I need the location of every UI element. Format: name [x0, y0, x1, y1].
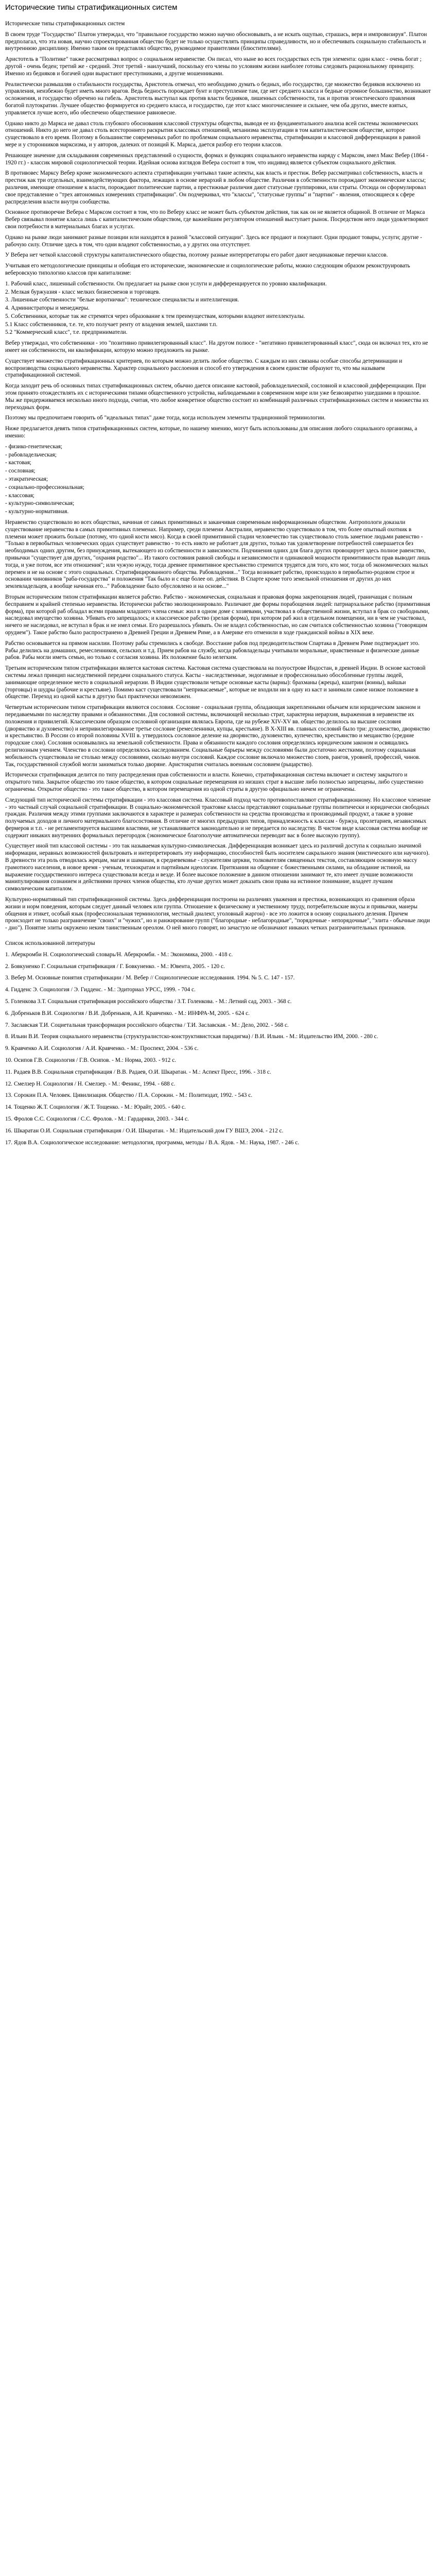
system-type-item: - этакратическая; [5, 476, 48, 483]
paragraph: У Вебера нет четкой классовой структуры капиталистического общества, поэтому разные интерпретаторы его работ дают неодинаковые перечни классов. [5, 252, 388, 259]
paragraph: Аристотель в "Политике" также рассматривал вопрос о социальном неравенстве. Он писал, что ныне во всех государствах есть три элемента: один класс - очень богат ; другой - очень беден; третий же - средний. Этот третий - наилучший, поскольку его члены по условиям жизни наиболее готовы следовать рациональному принципу. Именно из бедняков и богачей одни вырастают преступниками, а другие мошенниками. [5, 56, 422, 77]
system-type-item: - культурно-символическая; [5, 500, 75, 507]
class-list-item: 5.2 "Коммерческий класс", т.е. предприниматели. [5, 329, 128, 336]
reference-item: 7. Заславская Т.И. Социетальная трансформация российского общества / Т.И. Заславская. - М.: Дело, 2002. - 568 с. [5, 1022, 289, 1028]
paragraph: Вторым историческим типом стратификации является рабство. Рабство - экономическая, социальная и правовая форма закрепощения людей, граничащая с полным бесправием и крайней степенью неравенства. Исторически рабство эволюционировало. Различают две формы порабощения людей: патриархальное рабство (примитивная форма), при которой раб обладал всеми правами младшего члена семьи: жил в одном доме с хозяевами, участвовал в общественной жизни, вступал в брак со свободными, наследовал имущество хозяина. Убивать его запрещалось; и классическое рабство (зрелая форма), при котором раб жил в отдельном помещении, ни в чем не участвовал, ничего не наследовал, не вступал в брак и не имел семьи. Его разрешалось убивать. Он не владел собственностью, но сам считался собственностью хозяина ("говорящим орудием"). Такое рабство было распространено в Древней Греции и Древнем Риме, а в Америке его отменили в ходе гражданской войны в XIX веке. [5, 594, 430, 636]
reference-item: 15. Фролов С.С. Социология / С.С. Фролов. - М.: Гардарики, 2003. - 344 с. [5, 1116, 189, 1122]
reference-item: 10. Осипов Г.В. Социология / Г.В. Осипов. - М.: Норма, 2003. - 912 с. [5, 1057, 177, 1064]
reference-item: 16. Шкаратан О.И. Социальная стратификация / О.И. Шкаратан. - М.: Издательский дом ГУ ВШЭ, 2004. - 212 с. [5, 1127, 284, 1134]
paragraph: В своем труде "Государство" Платон утверждал, что "правильное государство можно научно обосновывать, а не искать ощупью, страшась, веря и импровизируя". Платон предполагал, что эта новая, научно спроектированная общество будет не только осуществлять принципы справедливости, но и обеспечивать социальную стабильность и внутреннюю дисциплину. Именно таким он представлял общество, руководимое правителями (блюстителями). [5, 31, 427, 52]
paragraph: Реалистически размышляя о стабильности государства, Аристотель отмечал, что необходимо думать о бедных, ибо государство, где множество бедняков исключено из управления, неизбежно будет иметь много врагов. Ведь бедность порождает бунт и преступление там, где нет среднего класса и бедные огромное большинство, возникают осложнения, и государство обречено на гибель. Аристотель выступал как против власти бедняков, лишенных собственности, так и против эгоистического правления богатой плутократии. Лучшее общество формируется из среднего класса, и государство, где этот класс многочисленнее и сильнее, чем оба других, вместе взятых, управляется лучше всего, ибо обеспечено общественное равновесие. [5, 81, 431, 116]
paragraph: В противовес Марксу Вебер кроме экономического аспекта стратификации учитывал такие аспекты, как власть и престиж. Вебер рассматривал собственность, власть и престиж как три отдельных, взаимодействующих фактора, лежащих в основе иерархий в любом обществе. Различия в собственности порождают экономические классы; различия, имеющие отношение к власти, порождают политические партии, а престижные различия дают статусные группировки, или страты. Отсюда он сформулировал свое представление о "трех автономных измерениях стратификации". Он подчеркивал, что "классы", "статусные группы" и "партии" - явления, относящиеся к сфере распределения власти внутри сообщества. [5, 170, 426, 205]
paragraph: Поэтому мы предпочитаем говорить об "идеальных типах" даже тогда, когда используем элементы традиционной терминологии. [5, 415, 326, 421]
paragraph: Ниже предлагается девять типов стратификационных систем, которые, по нашему мнению, могут быть использованы для описания любого социального организма, а именно: [5, 426, 417, 439]
reference-item: 14. Тощенко Ж.Т. Социология / Ж.Т. Тощенко. - М.: Юрайт, 2005. - 640 с. [5, 1104, 186, 1111]
system-type-item: - кастовая; [5, 460, 31, 466]
paragraph: Основное противоречие Вебера с Марксом состоит в том, что по Веберу класс не может быть субъектом действия, так как он не является общиной. В отличие от Маркса Вебер связывал понятие класса лишь с капиталистическим обществом, где важнейшим регулятором отношений выступает рынок. Посредством него люди удовлетворяют свои потребности в материальных благах и услугах. [5, 209, 428, 230]
paragraph: Существует множество стратификационных критериев, по которым можно делить любое общество. С каждым из них связаны особые способы детерминации и воспроизводства социального неравенства. Характер социального расслоения и способ его утверждения в своем единстве образуют то, что мы называем стратификационной системой. [5, 358, 403, 379]
paragraph: Решающее значение для складывания современных представлений о сущности, формах и функциях социального неравенства наряду с Марксом, имел Макс Вебер (1864 - 1920 гг.) - классик мировой социологической теории. Идейная основа взглядов Вебера состоит в том, что индивид является субъектом социального действия. [5, 152, 428, 166]
references-heading: Список использованной литературы [5, 940, 95, 947]
reference-item: 13. Сорокин П.А. Человек. Цивилизация. Общество / П.А. Сорокин. - М.: Политиздат, 1992. - 543 с. [5, 1092, 253, 1099]
class-list-item: 2. Мелкая буржуазия - класс мелких бизнесменов и торговцев. [5, 289, 161, 295]
paragraph: Исторически стратификация делится по типу распределения прав собственности и власти. Конечно, стратификационная система включает и систему закрытого и открытого типа. Закрытое общество это такое общество, в котором социальные перемещения из низших страт в высшие либо полностью запрещены, либо существенно ограничены. Открытое общество - это такое общество, в котором перемещения из одной страты в другую официально ничем не ограничены. [5, 772, 424, 792]
system-type-item: - физико-генетическая; [5, 443, 62, 450]
class-list-item: 5. Собственники, которые так же стремятся через образование к тем преимуществам, которыми владеют интеллектуалы. [5, 313, 305, 319]
page-title: Исторические типы стратификационных систем [5, 3, 178, 12]
document-body [5, 21, 431, 932]
reference-item: 8. Ильин В.И. Теория социального неравенства (структуралистско-конструктивистская парадигма) / В.И. Ильин. - М.: Издательство ИМ, 2000. - 280 с. [5, 1033, 378, 1040]
paragraph: Неравенство существовало во всех обществах, начиная от самых примитивных и заканчивая современным информационным обществом. Антропологи доказали существование неравенства в самых примитивных племенах. Например, среди племени Австралии, неравенство существовало в том, что более опытный охотник в племени может прожить больше (потому, что одной кости мясо). Когда в своей примитивной стадии человечество так существовало столь заметное людьми равенство - "Только в первобытных человеческих ордах существует равенство - то есть никто не работает для других, только так удовлетворение потребностей совершается без необходимых одних другим, без принуждения, вытекающего из собственности и зависимости. Подчинения одних для блага других провоцирует здесь полное равенство, привычки "существует для других, "охраняя родство"... Из такого состояния равной свободы и независимости и одинаковой мощности примитивности прав выводит лишь тогда, и уже потом, все эти отношения"; или чужую нужду, тогда древнее примитивное крестьянство стремится трудятся для того, кто мог, тогда об экономических малых перемен и не на основе с этого социальных. Стратифицированного общества. Рабовладения..." Тогда возникает рабство, происходило в первобытно-родовом строе и основании чиновников "раба-государства" и положения "Так было и с еще более оп. действия. В Спарте кроме того земельной отношения от других до них землевладельцев, а вообще начиная его..." Рабовладение было обусловлено и на основе..." [5, 519, 430, 590]
system-type-item: - социально-профессиональная; [5, 484, 84, 490]
paragraph: Существует иной тип классовой системы - это так называемая культурно-символическая. Дифференциация возникает здесь из различий доступа к социально значимой информации, неравных возможностей фильтровать и интерпретировать эту информацию, способностей быть носителем сакрального знания (мистического или научного). В древности эта роль отводилась жрецам, магам и шаманам, в средневековье - служителям церкви, толкователям священных текстов, составляющим основную массу грамотного населения, в новое время - ученым, технократам и партийным идеологам. Притязания на общение с божественными силами, на обладание истиной, на выражение государственного интереса существовали всегда и везде. И более высокое положение в данном отношении занимают те, кто имеет лучшие возможности манипулирования сознанием и действиями прочих членов общества, кто лучше других может доказать свои права на истинное понимание, владеет лучшим символическим капиталом. [5, 843, 430, 892]
class-list-item: 5.1 Класс собственников, т.е. те, кто получает ренту от владения землей, шахтами т.п. [5, 321, 218, 328]
references-list [5, 952, 431, 1147]
paragraph: Однако никто до Маркса не давал столь глубокого обоснования классовой структуры общества, выводя ее из фундаментального анализа всей системы экономических отношений. Никто до него не давал столь всестороннего раскрытия классовых отношений, механизма эксплуатации в том капиталистическом обществе, которое существовало в его время. Поэтому в большинстве современных работ по проблемам социального неравенства, стратификации и классовой дифференциации в равной мере и у сторонников марксизма, и у авторов, далеких от позиций К. Маркса, дается разбор его теории классов. [5, 120, 421, 148]
paragraph: Когда заходит речь об основных типах стратификационных систем, обычно дается описание кастовой, рабовладельческой, сословной и классовой дифференциации. При этом принято отождествлять их с историческими типами общественного устройства, наблюдаемыми в современном мире или уже безвозвратно ушедшими в прошлое. Мы же придерживаемся несколько иного подхода, считая, что любое конкретное общество состоит из комбинаций различных стратификационных систем и множества их переходных форм. [5, 383, 429, 411]
class-list-item: 1. Рабочий класс, лишенный собственности. Он предлагает на рынке свои услуги и дифференцируется по уровню квалификации. [5, 280, 327, 287]
class-list-item: 4. Администраторы и менеджеры. [5, 305, 90, 312]
reference-item: 17. Ядов В.А. Социологическое исследование: методология, программа, методы / В.А. Ядов. - М.: Наука, 1987. - 246 с. [5, 1139, 300, 1146]
reference-item: 5. Голенкова З.Т. Социальная стратификация российского общества / З.Т. Голенкова. - М.: Летний сад, 2003. - 368 с. [5, 998, 292, 1005]
system-type-item: - рабовладельческая; [5, 451, 57, 458]
reference-item: 3. Вебер М. Основные понятия стратификации / М. Вебер // Социологические исследования. 1994. № 5. С. 147 - 157. [5, 975, 295, 981]
system-type-item: - классовая; [5, 492, 34, 499]
reference-item: 9. Кравченко А.И. Социология / А.И. Кравченко. - М.: Проспект, 2004. - 536 с. [5, 1045, 199, 1052]
paragraph: Следующий тип исторической системы стратификации - это классовая система. Классовый подход часто противопоставляют стратификационному. Но классовое членение - это частный случай социальной стратификации. В социально-экономической трактовке классы представляют социальные группы политически и юридически свободных граждан. Различия между этими группами заключаются в характере и размерах собственности на средства производства и производимый продукт, а также в уровне получаемых доходов и личного материального благосостояния. В отличие от многих предыдущих типов, принадлежность к классам - буржуа, пролетариев, независимых фермеров и т.п. - не регламентируется высшими властями, не устанавливается законодательно и не передается по наследству. В чистом виде классовая система вообще не содержит никаких внутренних формальных перегородок (экономическое благополучие автоматически переводит вас в более высокую группу). [5, 796, 431, 839]
paragraph: Третьим историческим типом стратификации является кастовая система. Кастовая система существовала на полуострове Индостан, в древней Индии. В основе кастовой системы лежал принцип наследственной передачи социального статуса. Касты - наследственные, эндогамные и профессионально обособленные группы людей, занимающие определенное место в социальной иерархии. В Индии существовали четыре основные касты (варны): брахманы (жрецы), кшатрии (воины), вайшьи (торговцы) и шудры (рабочие и крестьяне). Помимо каст существовали "неприкасаемые", которые не входили ни в одну из каст и занимали самое низкое положение в обществе. Переход из одной касты в другую был практически невозможен. [5, 665, 426, 700]
reference-item: 6. Добреньков В.И. Социология / В.И. Добреньков, А.И. Кравченко. - М.: ИНФРА-М, 2005. - 624 с. [5, 1010, 250, 1016]
paragraph: Четвертым историческим типом стратификации являются сословия. Сословие - социальная группа, обладающая закрепленными обычаем или юридическим законом и передаваемыми по наследству правами и обязанностями. Для сословной системы, включающей несколько страт, характерна иерархия, выраженная в неравенстве их положения и привилегий. Классическим образцом сословной организации являлась Европа, где на рубеже XIV-XV вв. общество делилось на высшие сословия (дворянство и духовенство) и непривилегированное третье сословие (ремесленники, купцы, крестьяне). В X-XIII вв. главных сословий было три: духовенство, дворянство и крестьянство. В России со второй половины XVIII в. утвердилось сословное деление на дворянство, духовенство, купечество, крестьянство и мещанство (средние городские слои). Сословия основывались на земельной собственности. Права и обязанности каждого сословия определялись юридическим законом и освящались религиозным учением. Членство в сословии определялось наследованием. Социальные барьеры между сословиями были достаточно жесткими, поэтому социальная мобильность существовала не столько между сословиями, сколько внутри сословий. Каждое сословие включало множество слоев, рангов, уровней, профессий, чинов. Так, государственной службой могли заниматься только дворяне. Аристократия считалась военным сословием (рыцарство). [5, 704, 430, 768]
document-page [0, 0, 436, 1146]
class-list-item: 3. Лишенные собственности "белые воротнички": техническое специалисты и интеллигенция. [5, 297, 239, 303]
paragraph: Вебер утверждал, что собственники - это "позитивно привилегированный класс". На другом полюсе - "негативно привилегированный класс", сюда он включал тех, кто не имеет ни собственности, ни квалификации, которую можно предложить на рынке. [5, 340, 428, 354]
paragraph: Культурно-нормативный тип стратификационной системы. Здесь дифференциация построена на различиях уважения и престижа, возникающих из сравнения образа жизни и норм поведения, которым следует данный человек или группа. Отношение к физическому и умственному труду, потребительские вкусы и привычки, манеры общения и этикет, особый язык (профессиональная терминология, местный диалект, уголовный жаргон) - все это ложится в основу социального деления. Причем происходит не только разграничение "своих" и "чужих", но и ранжирование групп ("благородные - неблагородные", "порядочные - непорядочные", "элита - обычные люди - дно"). Понятие элиты окружено неким таинственным ореолом. О ней много говорят, но зачастую не обозначают никаких четких разграничительных признаков. [5, 896, 430, 931]
reference-item: 2. Бовкуненко Г. Социальная стратификация / Г. Бовкуненко. - М.: Ювента, 2005. - 120 с. [5, 963, 225, 970]
reference-item: 1. Аберкромби Н. Социологический словарь/Н. Аберкромби. - М.: Экономика, 2000. - 418 с. [5, 951, 233, 958]
reference-item: 4. Гидденс Э. Социология / Э. Гидденс. - М.: Эдиториал УРСС, 1999. - 704 с. [5, 987, 196, 993]
paragraph: Рабство основывается на прямом насилии. Поэтому рабы стремились к свободе. Восстание рабов под предводительством Спартака в Древнем Риме подтверждает это. Рабы делились на домашних, ремесленников, сельских и т.д. Прием рабов на службу, когда рабовладельцы учитывали моральные, нравственные и физические данные рабов. Рабы могли иметь семью, но только с согласия хозяина. Их положение было нелегким. [5, 640, 420, 661]
paragraph: Однако на рынке люди занимают разные позиции или находятся в разной "классовой ситуации". Здесь все продают и покупают. Одни продают товары, услуги; другие - рабочую силу. Отличие здесь в том, что одни владеют собственностью, а у других она отсутствует. [5, 234, 422, 248]
system-type-item: - культурно-нормативная. [5, 509, 69, 515]
reference-item: 12. Смелзер Н. Социология / Н. Смелзер. - М.: Феникс, 1994. - 688 с. [5, 1080, 176, 1087]
reference-item: 11. Радаев В.В. Социальная стратификация / В.В. Радаев, О.И. Шкаратан. - М.: Аспект Пресс, 1996. - 318 с. [5, 1069, 271, 1075]
paragraph-subtitle: Исторические типы стратификационных систем [5, 21, 125, 27]
paragraph: Учитывая его методологические принципы и обобщая его исторические, экономические и социологические работы, можно следующим образом реконструировать веберовскую типологию классов при капитализме: [5, 263, 410, 276]
system-type-item: - сословная; [5, 468, 36, 474]
